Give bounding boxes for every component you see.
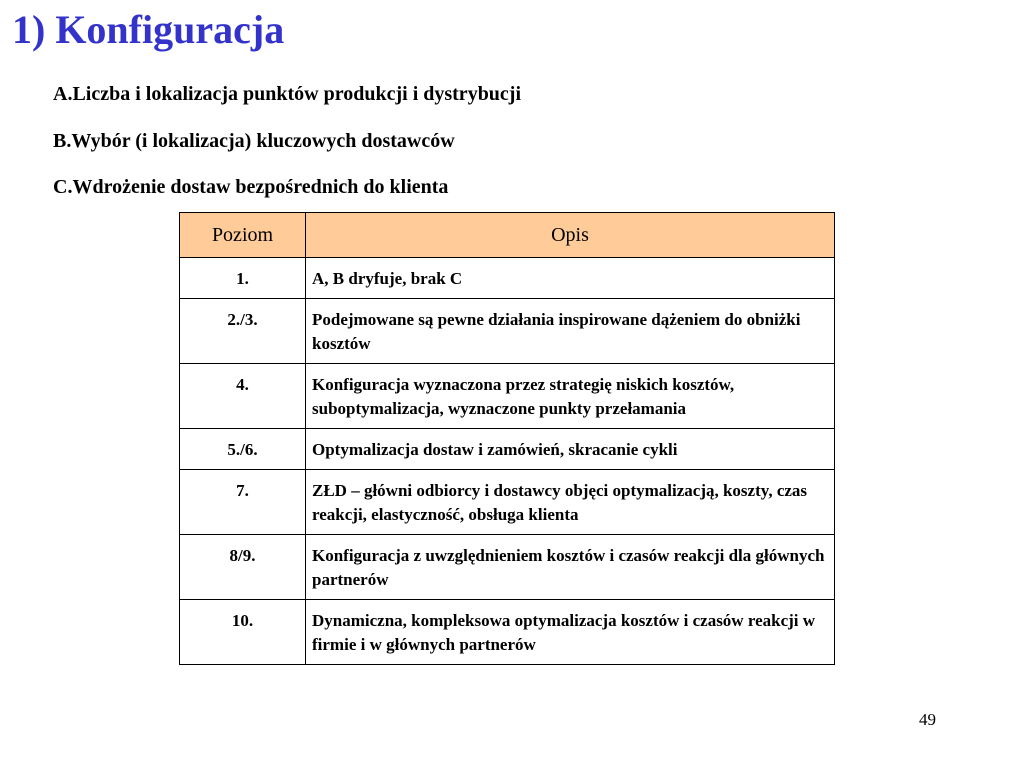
description-cell: Optymalizacja dostaw i zamówień, skracanie cykli (306, 429, 835, 470)
description-cell: Konfiguracja z uwzględnieniem kosztów i czasów reakcji dla głównych partnerów (306, 535, 835, 600)
bullet-text: Liczba i lokalizacja punktów produkcji i dystrybucji (72, 83, 522, 105)
table-header-row (180, 213, 835, 258)
description-cell: Dynamiczna, kompleksowa optymalizacja kosztów i czasów reakcji w firmie i w głównych partnerów (306, 600, 835, 665)
bullet-list (53, 79, 521, 219)
bullet-item-c (53, 172, 521, 202)
bullet-text: Wdrożenie dostaw bezpośrednich do klienta (72, 176, 449, 198)
level-cell: 10. (180, 600, 306, 665)
bullet-item-b (53, 126, 521, 156)
level-cell: 2./3. (180, 299, 306, 364)
description-cell: Konfiguracja wyznaczona przez strategię niskich kosztów, suboptymalizacja, wyznaczone punkty przełamania (306, 364, 835, 429)
description-cell: A, B dryfuje, brak C (306, 258, 835, 299)
table-row (180, 364, 835, 429)
description-cell: ZŁD – główni odbiorcy i dostawcy objęci optymalizacją, koszty, czas reakcji, elastyczność, obsługa klienta (306, 470, 835, 535)
table-row (180, 600, 835, 665)
bullet-marker: B. (53, 129, 72, 152)
table-row (180, 429, 835, 470)
table-row (180, 535, 835, 600)
level-cell: 5./6. (180, 429, 306, 470)
table-row (180, 299, 835, 364)
description-cell: Podejmowane są pewne działania inspirowane dążeniem do obniżki kosztów (306, 299, 835, 364)
column-header-poziom: Poziom (180, 213, 306, 258)
page-number: 49 (919, 710, 936, 729)
column-header-opis: Opis (306, 213, 835, 258)
bullet-marker: C. (53, 176, 73, 198)
bullet-text: Wybór (i lokalizacja) kluczowych dostawców (71, 129, 455, 152)
levels-table (179, 212, 835, 665)
level-cell: 4. (180, 364, 306, 429)
level-cell: 1. (180, 258, 306, 299)
slide-title: 1) Konfiguracja (12, 7, 285, 52)
bullet-item-a (53, 79, 521, 109)
table-row (180, 470, 835, 535)
level-cell: 7. (180, 470, 306, 535)
level-cell: 8/9. (180, 535, 306, 600)
table-row (180, 258, 835, 299)
bullet-marker: A. (53, 83, 73, 105)
